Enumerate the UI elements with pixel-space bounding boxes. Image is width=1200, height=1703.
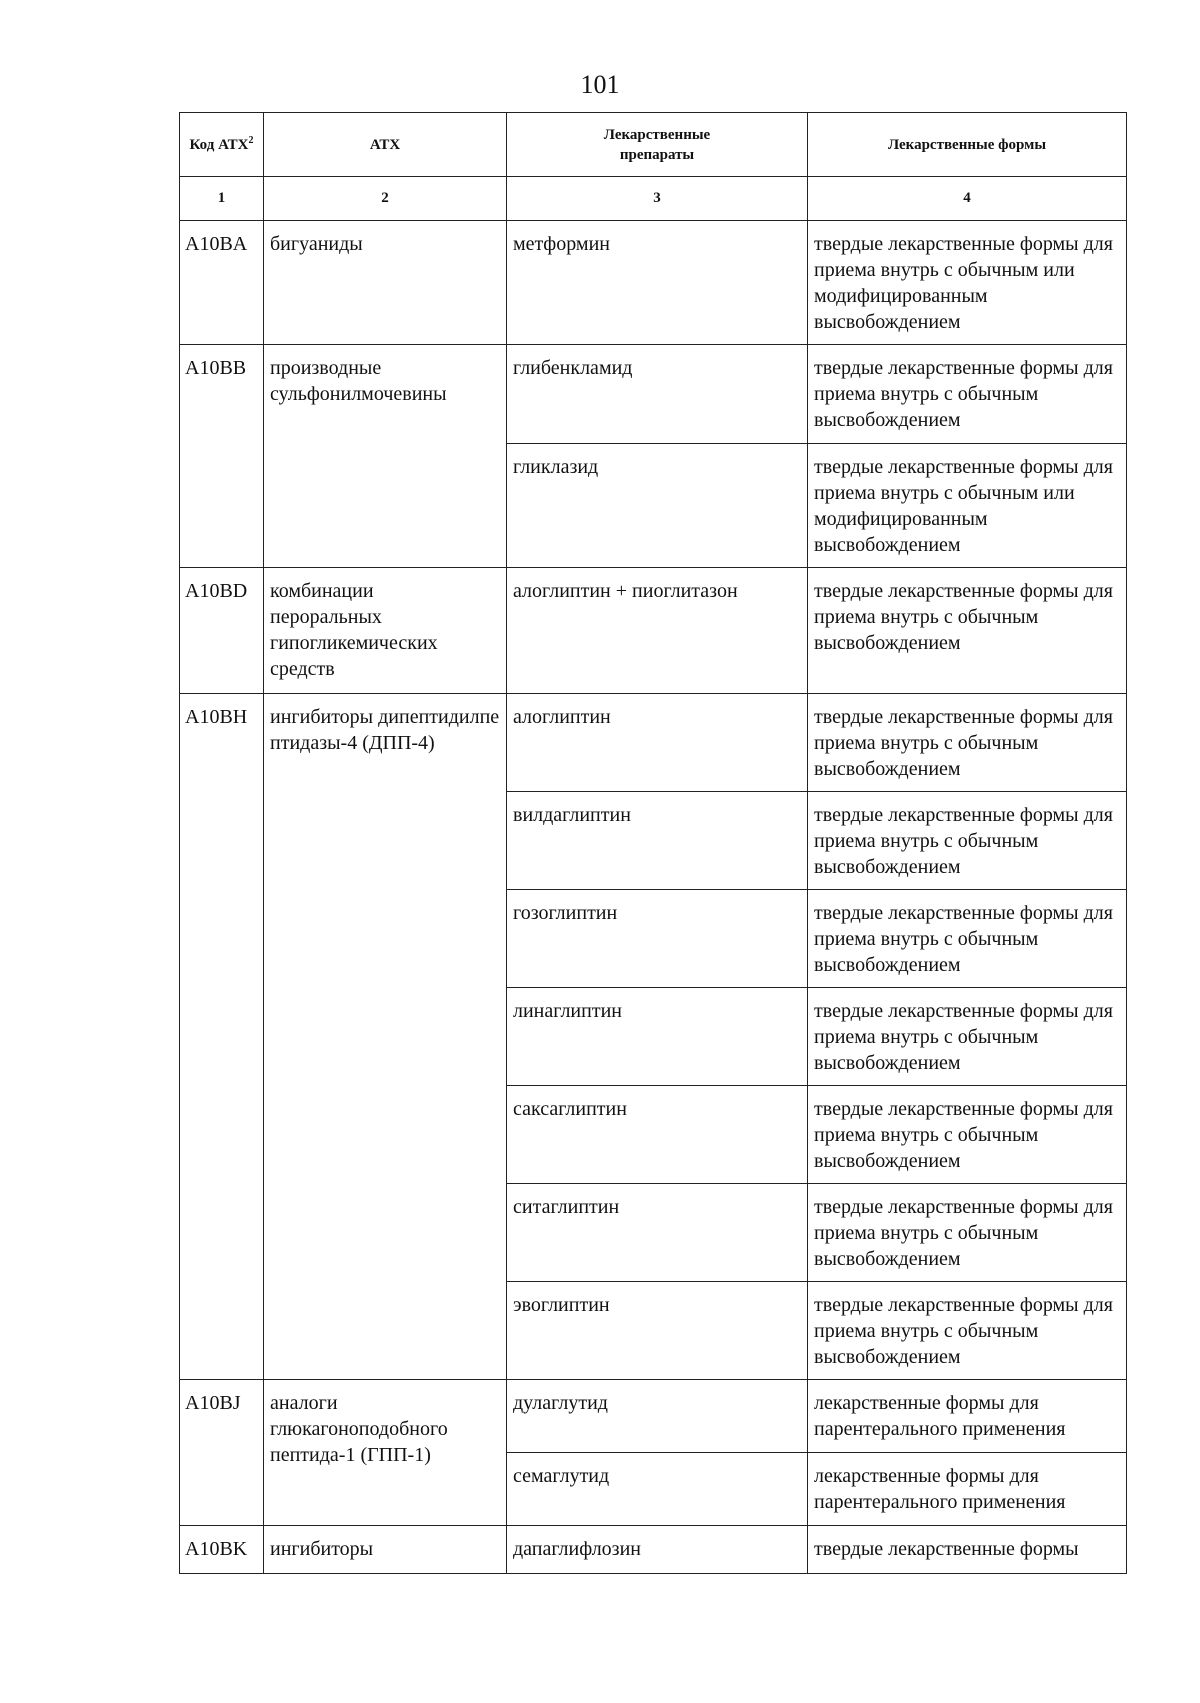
drug-table	[179, 112, 1127, 1574]
table-row	[180, 1380, 1127, 1453]
form-cell	[808, 1526, 1127, 1574]
atc-group-cell	[264, 221, 507, 345]
table-row	[180, 568, 1127, 694]
form-cell	[808, 1453, 1127, 1526]
header-forms: Лекарственные формы	[808, 113, 1127, 177]
atc-group-cell	[264, 568, 507, 694]
drug-name: глибенкламид	[513, 357, 633, 379]
dosage-form: лекарственные формы для парентерального применения	[814, 1392, 1066, 1440]
atc-group-cell	[264, 345, 507, 568]
dosage-form: твердые лекарственные формы для приема внутрь с обычным высвобождением	[814, 1000, 1113, 1074]
atc-code-cell	[180, 568, 264, 694]
form-cell	[808, 1282, 1127, 1380]
header-code-footnote: 2	[248, 134, 254, 146]
dosage-form: твердые лекарственные формы для приема внутрь с обычным или модифицированным высвобождением	[814, 233, 1113, 333]
drug-name: дапаглифлозин	[513, 1538, 641, 1560]
drug-cell	[507, 988, 808, 1086]
drug-cell	[507, 1380, 808, 1453]
drug-name: дулаглутид	[513, 1392, 608, 1414]
dosage-form: твердые лекарственные формы для приема внутрь с обычным высвобождением	[814, 1294, 1113, 1368]
atc-code: A10BH	[185, 706, 248, 728]
drug-name: семаглутид	[513, 1465, 610, 1487]
form-cell	[808, 345, 1127, 444]
dosage-form: твердые лекарственные формы для приема внутрь с обычным или модифицированным высвобождением	[814, 456, 1113, 556]
drug-cell	[507, 1453, 808, 1526]
dosage-form: твердые лекарственные формы для приема внутрь с обычным высвобождением	[814, 706, 1113, 780]
dosage-form: твердые лекарственные формы для приема внутрь с обычным высвобождением	[814, 357, 1113, 431]
column-number: 4	[808, 177, 1127, 221]
form-cell	[808, 568, 1127, 694]
column-number: 1	[180, 177, 264, 221]
atc-code-cell	[180, 1526, 264, 1574]
dosage-form: твердые лекарственные формы	[814, 1538, 1079, 1560]
drug-cell	[507, 1184, 808, 1282]
atc-code-cell	[180, 1380, 264, 1526]
atc-group-cell	[264, 1380, 507, 1526]
form-cell	[808, 890, 1127, 988]
drug-name: гозоглиптин	[513, 902, 618, 924]
column-number: 3	[507, 177, 808, 221]
drug-cell	[507, 345, 808, 444]
dosage-form: твердые лекарственные формы для приема внутрь с обычным высвобождением	[814, 804, 1113, 878]
atc-code: A10BK	[185, 1538, 248, 1560]
atc-code-cell	[180, 345, 264, 568]
atc-code: A10BJ	[185, 1392, 241, 1414]
table-row	[180, 345, 1127, 444]
form-cell	[808, 988, 1127, 1086]
dosage-form: твердые лекарственные формы для приема внутрь с обычным высвобождением	[814, 580, 1113, 654]
table-row	[180, 1526, 1127, 1574]
header-code-text: Код АТХ	[189, 136, 249, 153]
table-header-row	[180, 113, 1127, 177]
drug-cell	[507, 1086, 808, 1184]
drug-cell	[507, 444, 808, 568]
drug-cell	[507, 890, 808, 988]
atc-group-cell	[264, 1526, 507, 1574]
atc-group-name: комбинации пероральных гипогликемических средств	[270, 580, 438, 680]
atc-code: A10BA	[185, 233, 248, 255]
drug-cell	[507, 1526, 808, 1574]
page-number: 101	[580, 70, 620, 99]
header-code	[180, 113, 264, 177]
drug-cell	[507, 568, 808, 694]
form-cell	[808, 1086, 1127, 1184]
atc-group-cell	[264, 694, 507, 1380]
drug-cell	[507, 221, 808, 345]
drug-cell	[507, 1282, 808, 1380]
atc-group-name: аналоги глюкагоноподобного пептида-1 (ГПП-1)	[270, 1392, 448, 1466]
form-cell	[808, 1380, 1127, 1453]
table-row	[180, 221, 1127, 345]
form-cell	[808, 694, 1127, 792]
header-drugs: Лекарственные препараты	[507, 113, 808, 177]
dosage-form: твердые лекарственные формы для приема внутрь с обычным высвобождением	[814, 1196, 1113, 1270]
drug-name: метформин	[513, 233, 610, 255]
atc-group-name: ингибиторы дипептидилпептидазы-4 (ДПП-4)	[270, 706, 500, 754]
drug-name: саксаглиптин	[513, 1098, 627, 1120]
atc-group-name: ингибиторы	[270, 1538, 374, 1560]
column-number: 2	[264, 177, 507, 221]
drug-name: алоглиптин + пиоглитазон	[513, 580, 738, 602]
atc-code: A10BB	[185, 357, 247, 379]
drug-cell	[507, 694, 808, 792]
atc-code: A10BD	[185, 580, 248, 602]
drug-name: эвоглиптин	[513, 1294, 610, 1316]
dosage-form: твердые лекарственные формы для приема внутрь с обычным высвобождением	[814, 1098, 1113, 1172]
drug-cell	[507, 792, 808, 890]
table-row	[180, 694, 1127, 792]
atc-group-name: производные сульфонилмочевины	[270, 357, 447, 405]
atc-group-name: бигуаниды	[270, 233, 363, 255]
drug-name: линаглиптин	[513, 1000, 622, 1022]
atc-code-cell	[180, 221, 264, 345]
dosage-form: лекарственные формы для парентерального применения	[814, 1465, 1066, 1513]
form-cell	[808, 1184, 1127, 1282]
form-cell	[808, 792, 1127, 890]
atc-code-cell	[180, 694, 264, 1380]
dosage-form: твердые лекарственные формы для приема внутрь с обычным высвобождением	[814, 902, 1113, 976]
form-cell	[808, 444, 1127, 568]
drug-name: вилдаглиптин	[513, 804, 631, 826]
drug-name: гликлазид	[513, 456, 599, 478]
column-number-row	[180, 177, 1127, 221]
drug-name: алоглиптин	[513, 706, 611, 728]
header-atc: АТХ	[264, 113, 507, 177]
form-cell	[808, 221, 1127, 345]
drug-name: ситаглиптин	[513, 1196, 620, 1218]
